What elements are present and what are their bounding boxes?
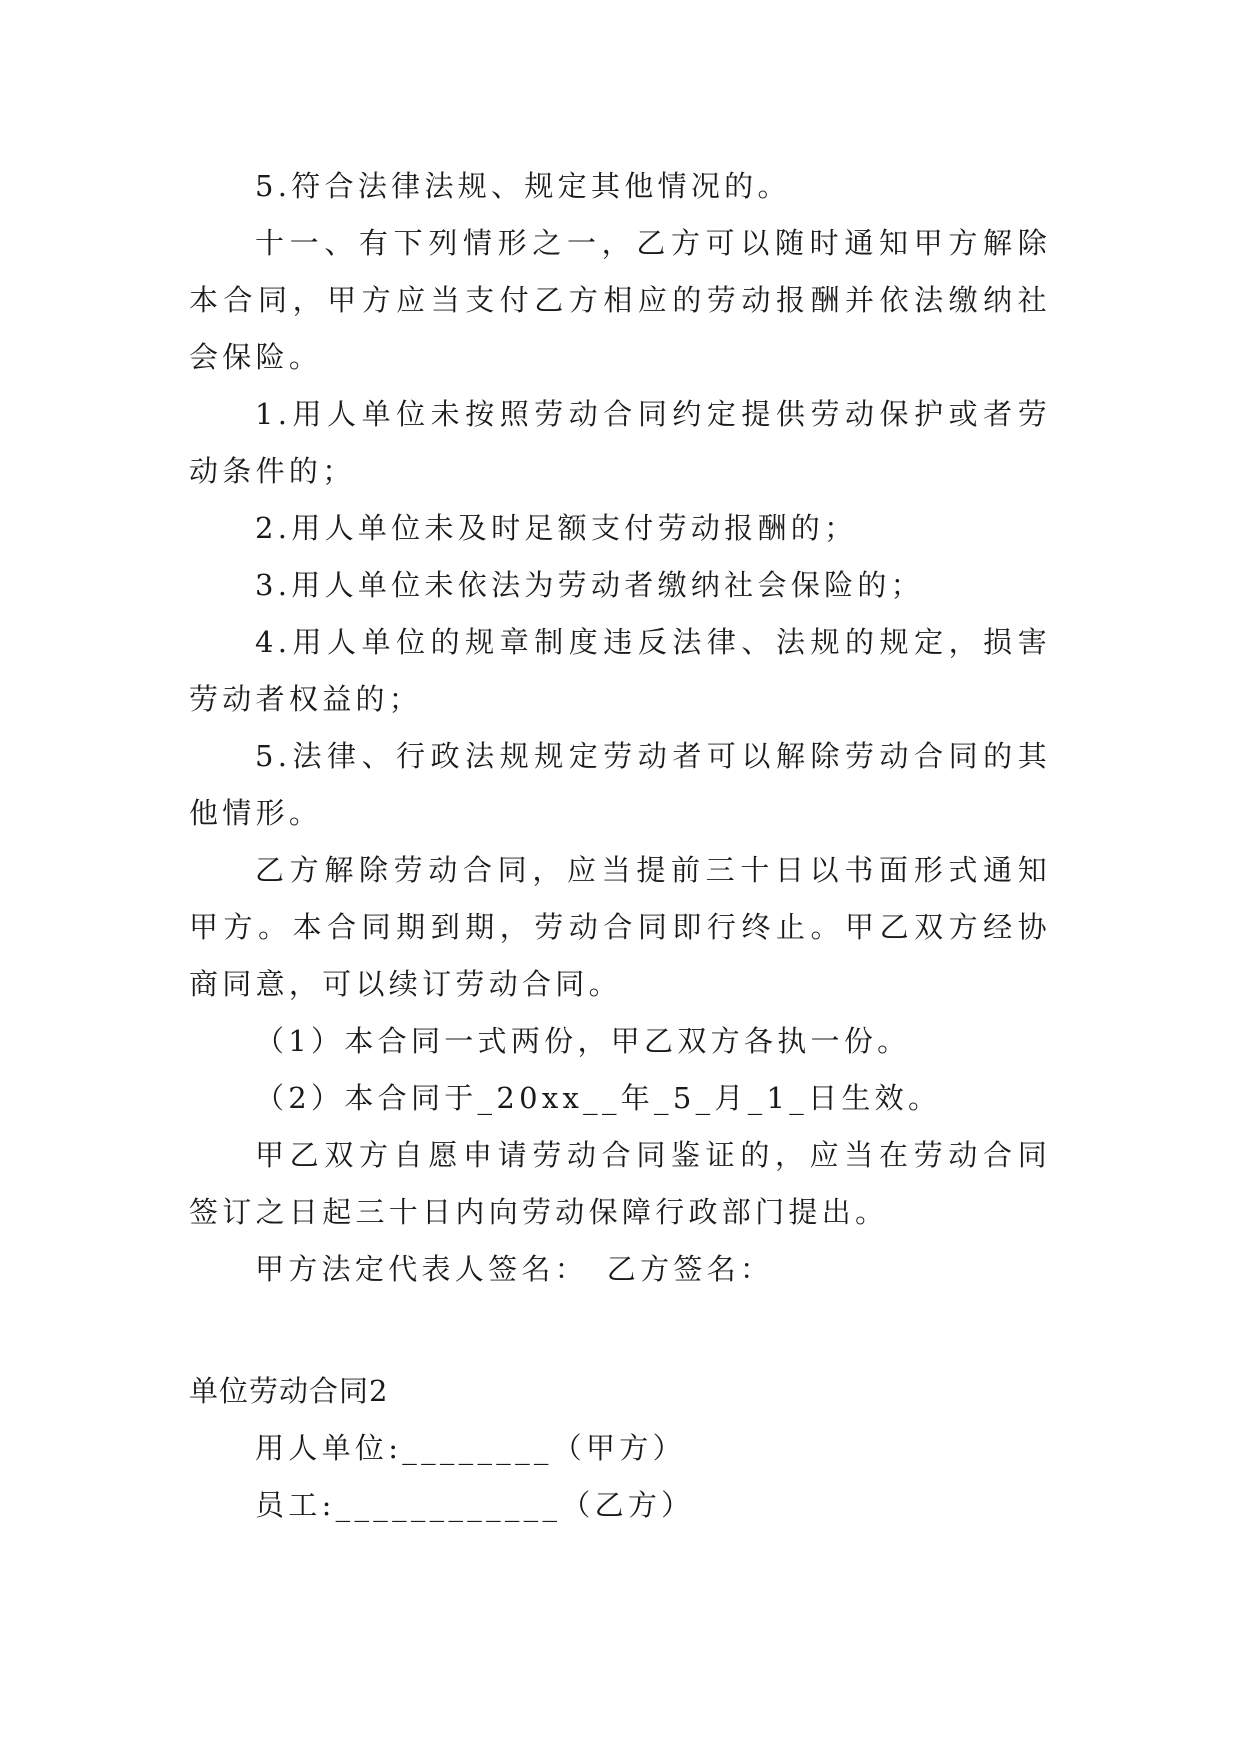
clause-11-intro: 十一、有下列情形之一，乙方可以随时通知甲方解除本合同，甲方应当支付乙方相应的劳动报酬并依法缴纳社会保险。 (189, 226, 1051, 374)
section-title: 单位劳动合同2 (189, 1374, 389, 1408)
effective-date-clause: （2）本合同于_20xx__年_5_月_1_日生效。 (255, 1081, 942, 1115)
clause-10-item-5: 5.符合法律法规、规定其他情况的。 (255, 169, 791, 203)
clause-11-item-4: 4.用人单位的规章制度违反法律、法规的规定，损害劳动者权益的； (189, 625, 1051, 716)
clause-11-item-1: 1.用人单位未按照劳动合同约定提供劳动保护或者劳动条件的； (189, 397, 1051, 488)
signature-line: 甲方法定代表人签名： 乙方签名： (255, 1252, 774, 1286)
document-body (189, 158, 1051, 1534)
copies-clause: （1）本合同一式两份，甲乙双方各执一份。 (255, 1024, 911, 1058)
clause-11-item-2: 2.用人单位未及时足额支付劳动报酬的； (255, 511, 858, 545)
clause-11-item-3: 3.用人单位未依法为劳动者缴纳社会保险的； (255, 568, 924, 602)
employer-field: 用人单位:________（甲方） (255, 1431, 686, 1465)
termination-paragraph: 乙方解除劳动合同，应当提前三十日以书面形式通知甲方。本合同期到期，劳动合同即行终止。甲乙双方经协商同意，可以续订劳动合同。 (189, 853, 1051, 1001)
verification-clause: 甲乙双方自愿申请劳动合同鉴证的，应当在劳动合同签订之日起三十日内向劳动保障行政部门提出。 (189, 1138, 1051, 1229)
clause-11-item-5: 5.法律、行政法规规定劳动者可以解除劳动合同的其他情形。 (189, 739, 1051, 830)
employee-field: 员工:____________（乙方） (255, 1488, 695, 1522)
